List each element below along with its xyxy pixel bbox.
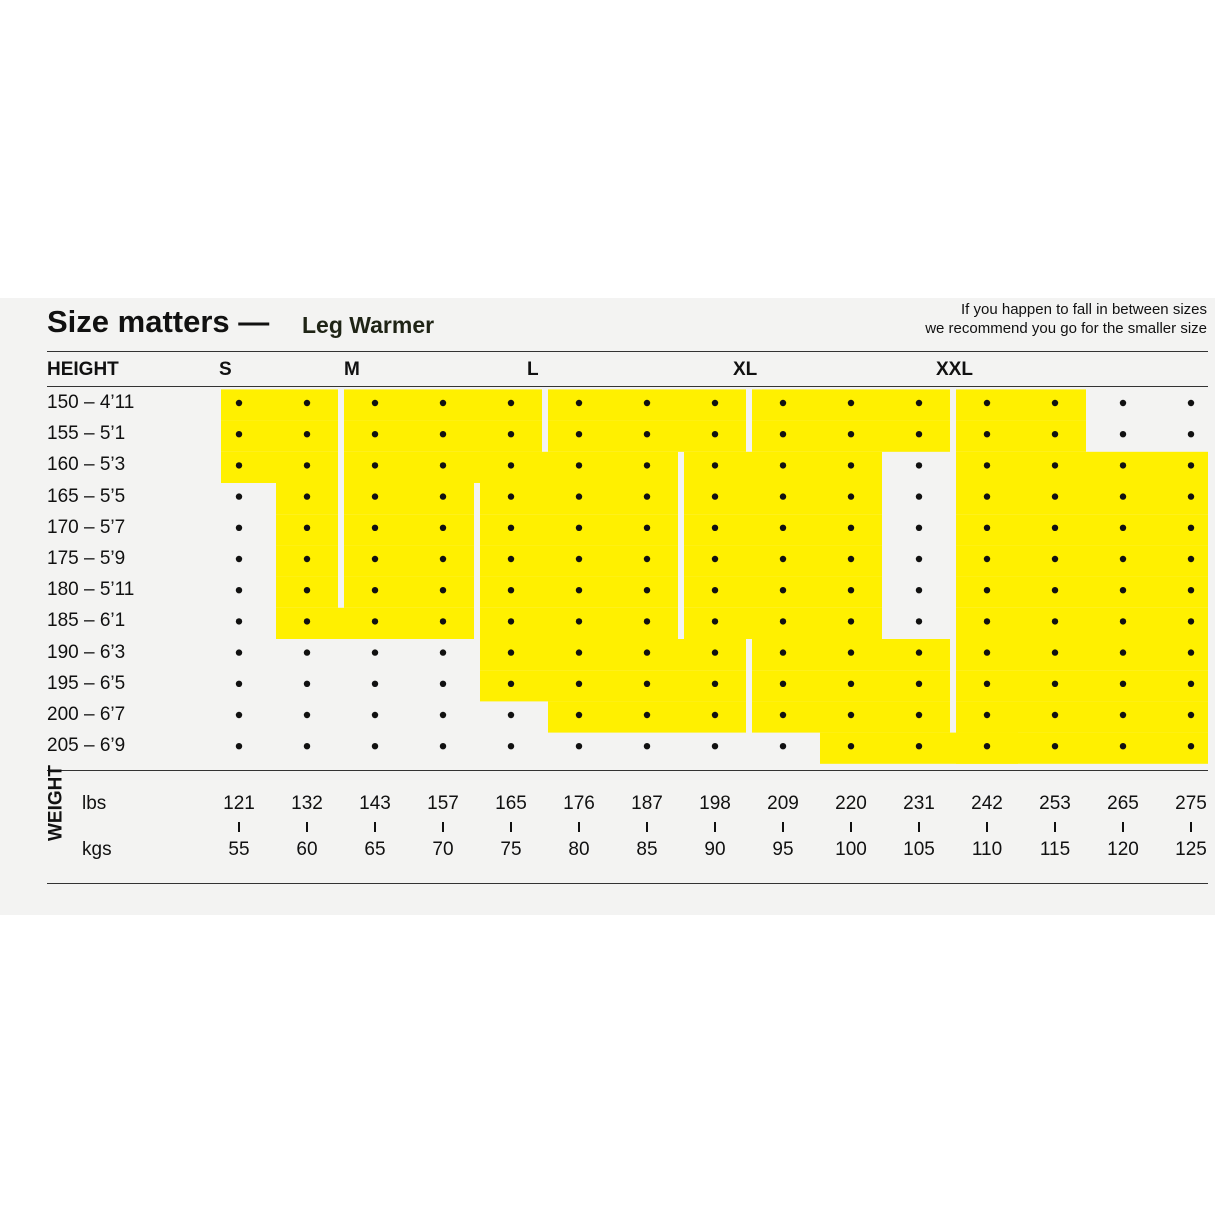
lbs-unit-label: lbs [82, 793, 107, 814]
grid-dot [1052, 556, 1058, 562]
grid-dot [1188, 649, 1194, 655]
grid-dot [236, 681, 242, 687]
grid-dot [576, 743, 582, 749]
size-region-xxl-row-9 [956, 670, 1208, 701]
grid-dot [848, 462, 854, 468]
weight-kgs-label: 75 [500, 839, 522, 860]
size-region-xxl-row-10 [956, 701, 1208, 732]
grid-dot [1188, 525, 1194, 531]
grid-dot [848, 587, 854, 593]
grid-dot [780, 525, 786, 531]
grid-dot [304, 525, 310, 531]
grid-dot [372, 525, 378, 531]
size-region-xxl-row-8 [956, 639, 1208, 670]
weight-kgs-label: 70 [432, 839, 454, 860]
grid-dot [1188, 493, 1194, 499]
size-region-xxl-row-4 [956, 514, 1208, 545]
weight-kgs-label: 115 [1039, 839, 1071, 860]
kgs-unit-label: kgs [82, 839, 112, 860]
weight-lbs-label: 143 [359, 793, 391, 814]
grid-dot [644, 618, 650, 624]
weight-lbs-label: 132 [291, 793, 323, 814]
weight-kgs-label: 90 [704, 839, 726, 860]
grid-dot [1052, 712, 1058, 718]
weight-lbs-label: 165 [495, 793, 527, 814]
grid-dot [712, 712, 718, 718]
grid-dot [372, 743, 378, 749]
grid-dot [1188, 462, 1194, 468]
height-label: 160 – 5’3 [47, 454, 126, 476]
weight-lbs-label: 253 [1039, 793, 1071, 814]
grid-dot [1120, 400, 1126, 406]
grid-dot [644, 556, 650, 562]
chart-title: Size matters — [47, 304, 270, 339]
size-region-l-row-9 [480, 670, 746, 701]
grid-dot [984, 587, 990, 593]
grid-dot [1188, 743, 1194, 749]
grid-dot [780, 618, 786, 624]
grid-dot [712, 681, 718, 687]
grid-dot [780, 743, 786, 749]
grid-dot [712, 743, 718, 749]
weight-lbs-label: 265 [1107, 793, 1139, 814]
weight-lbs-label: 198 [699, 793, 731, 814]
grid-dot [916, 649, 922, 655]
grid-dot [1188, 587, 1194, 593]
grid-dot [440, 525, 446, 531]
grid-dot [1120, 587, 1126, 593]
weight-lbs-label: 231 [903, 793, 935, 814]
grid-dot [1052, 681, 1058, 687]
grid-dot [712, 400, 718, 406]
grid-dot [372, 556, 378, 562]
grid-dot [576, 618, 582, 624]
grid-dot [984, 400, 990, 406]
grid-dot [984, 743, 990, 749]
grid-dot [440, 431, 446, 437]
grid-dot [372, 649, 378, 655]
weight-lbs-label: 121 [223, 793, 255, 814]
grid-dot [508, 525, 514, 531]
height-label: 190 – 6’3 [47, 641, 126, 663]
grid-dot [236, 462, 242, 468]
grid-dot [576, 400, 582, 406]
grid-dot [576, 712, 582, 718]
grid-dot [1052, 400, 1058, 406]
size-region-xxl-row-0 [956, 389, 1086, 420]
grid-dot [440, 649, 446, 655]
weight-kgs-label: 100 [835, 839, 867, 860]
grid-dot [440, 743, 446, 749]
grid-dot [508, 681, 514, 687]
grid-dot [236, 400, 242, 406]
grid-dot [644, 493, 650, 499]
size-region-xxl-row-2 [956, 452, 1208, 483]
grid-dot [508, 649, 514, 655]
weight-lbs-label: 275 [1175, 793, 1207, 814]
height-label: 175 – 5’9 [47, 548, 126, 569]
height-label: 195 – 6’5 [47, 672, 126, 694]
grid-dot [372, 587, 378, 593]
grid-dot [780, 649, 786, 655]
grid-dot [848, 400, 854, 406]
weight-kgs-label: 85 [636, 839, 658, 860]
grid-dot [304, 649, 310, 655]
grid-dot [916, 743, 922, 749]
grid-dot [1188, 400, 1194, 406]
grid-dot [304, 431, 310, 437]
grid-dot [576, 462, 582, 468]
grid-dot [1052, 587, 1058, 593]
grid-dot [984, 556, 990, 562]
grid-dot [576, 556, 582, 562]
grid-dot [508, 712, 514, 718]
grid-dot [236, 712, 242, 718]
size-label-m: M [344, 359, 360, 380]
grid-dot [1052, 525, 1058, 531]
grid-dot [1120, 649, 1126, 655]
grid-dot [508, 587, 514, 593]
grid-dot [1052, 743, 1058, 749]
grid-dot [1052, 462, 1058, 468]
grid-dot [372, 618, 378, 624]
product-name: Leg Warmer [302, 312, 435, 338]
grid-dot [508, 400, 514, 406]
weight-lbs-label: 187 [631, 793, 663, 814]
size-region-m-row-5 [344, 545, 474, 576]
grid-dot [440, 681, 446, 687]
size-label-l: L [527, 359, 539, 380]
grid-dot [372, 462, 378, 468]
height-header: HEIGHT [47, 359, 119, 380]
grid-dot [848, 681, 854, 687]
grid-dot [644, 587, 650, 593]
size-label-xxl: XXL [936, 359, 973, 380]
size-region-xxl-row-1 [956, 421, 1086, 452]
grid-dot [1120, 431, 1126, 437]
grid-dot [780, 712, 786, 718]
grid-dot [780, 681, 786, 687]
grid-dot [916, 681, 922, 687]
grid-dot [916, 556, 922, 562]
grid-dot [916, 400, 922, 406]
grid-dot [236, 649, 242, 655]
grid-dot [508, 556, 514, 562]
weight-kgs-label: 60 [296, 839, 318, 860]
grid-dot [440, 618, 446, 624]
size-region-xxl-row-11 [956, 733, 1208, 764]
size-region-l-row-8 [480, 639, 746, 670]
grid-dot [712, 462, 718, 468]
grid-dot [780, 587, 786, 593]
grid-dot [984, 525, 990, 531]
grid-dot [508, 462, 514, 468]
height-label: 170 – 5’7 [47, 516, 126, 538]
grid-dot [236, 431, 242, 437]
grid-dot [304, 493, 310, 499]
grid-dot [1120, 618, 1126, 624]
height-label: 200 – 6’7 [47, 704, 126, 725]
weight-kgs-label: 105 [903, 839, 935, 860]
weight-kgs-label: 65 [364, 839, 386, 860]
height-label: 155 – 5’1 [47, 423, 126, 445]
grid-dot [304, 556, 310, 562]
size-region-xxl-row-6 [956, 577, 1208, 608]
size-label-s: S [219, 359, 232, 380]
grid-dot [644, 525, 650, 531]
weight-kgs-label: 125 [1175, 839, 1207, 860]
grid-dot [440, 587, 446, 593]
grid-dot [1188, 431, 1194, 437]
grid-dot [644, 681, 650, 687]
grid-dot [304, 681, 310, 687]
size-region-m-row-3 [344, 483, 474, 514]
grid-dot [1052, 649, 1058, 655]
grid-dot [372, 431, 378, 437]
grid-dot [1052, 493, 1058, 499]
grid-dot [236, 556, 242, 562]
grid-dot [780, 400, 786, 406]
grid-dot [440, 493, 446, 499]
size-region-m-row-4 [344, 514, 474, 545]
grid-dot [848, 431, 854, 437]
grid-dot [508, 618, 514, 624]
grid-dot [848, 649, 854, 655]
grid-dot [236, 743, 242, 749]
grid-dot [304, 587, 310, 593]
grid-dot [984, 431, 990, 437]
size-region-m-row-6 [344, 577, 474, 608]
weight-kgs-label: 80 [568, 839, 590, 860]
grid-dot [1120, 493, 1126, 499]
grid-dot [848, 493, 854, 499]
grid-dot [576, 649, 582, 655]
grid-dot [916, 431, 922, 437]
grid-dot [644, 712, 650, 718]
grid-dot [916, 462, 922, 468]
grid-dot [780, 556, 786, 562]
size-advice-line-1: If you happen to fall in between sizes [961, 301, 1207, 318]
grid-dot [508, 431, 514, 437]
grid-dot [848, 712, 854, 718]
grid-dot [372, 681, 378, 687]
weight-lbs-label: 157 [427, 793, 459, 814]
grid-dot [984, 618, 990, 624]
grid-dot [712, 493, 718, 499]
grid-dot [984, 462, 990, 468]
weight-kgs-label: 110 [971, 839, 1003, 860]
grid-dot [780, 431, 786, 437]
grid-dot [236, 618, 242, 624]
grid-dot [984, 681, 990, 687]
grid-dot [712, 556, 718, 562]
grid-dot [440, 462, 446, 468]
grid-dot [780, 462, 786, 468]
grid-dot [984, 493, 990, 499]
grid-dot [1120, 525, 1126, 531]
grid-dot [848, 525, 854, 531]
grid-dot [984, 649, 990, 655]
grid-dot [304, 743, 310, 749]
grid-dot [644, 431, 650, 437]
grid-dot [712, 431, 718, 437]
grid-dot [1120, 743, 1126, 749]
grid-dot [848, 743, 854, 749]
grid-dot [508, 743, 514, 749]
grid-dot [848, 618, 854, 624]
grid-dot [984, 712, 990, 718]
grid-dot [1120, 712, 1126, 718]
grid-dot [644, 649, 650, 655]
grid-dot [644, 462, 650, 468]
height-label: 165 – 5’5 [47, 485, 126, 507]
grid-dot [1052, 618, 1058, 624]
grid-dot [644, 743, 650, 749]
grid-dot [780, 493, 786, 499]
grid-dot [304, 618, 310, 624]
grid-dot [304, 462, 310, 468]
weight-lbs-label: 242 [971, 793, 1003, 814]
weight-lbs-label: 209 [767, 793, 799, 814]
weight-lbs-label: 176 [563, 793, 595, 814]
grid-dot [304, 712, 310, 718]
weight-lbs-label: 220 [835, 793, 867, 814]
grid-dot [916, 493, 922, 499]
grid-dot [1188, 712, 1194, 718]
grid-dot [712, 618, 718, 624]
weight-kgs-label: 120 [1107, 839, 1139, 860]
size-region-xxl-row-3 [956, 483, 1208, 514]
height-label: 150 – 4’11 [47, 392, 135, 413]
grid-dot [712, 525, 718, 531]
grid-dot [1120, 556, 1126, 562]
grid-dot [576, 525, 582, 531]
grid-dot [1188, 556, 1194, 562]
height-label: 185 – 6’1 [47, 610, 126, 632]
grid-dot [576, 493, 582, 499]
weight-kgs-label: 95 [772, 839, 794, 860]
grid-dot [576, 587, 582, 593]
grid-dot [712, 587, 718, 593]
size-region-xxl-row-7 [956, 608, 1208, 639]
height-label: 205 – 6’9 [47, 735, 126, 757]
grid-dot [576, 681, 582, 687]
size-advice-line-2: we recommend you go for the smaller size [925, 320, 1207, 337]
grid-dot [372, 712, 378, 718]
grid-dot [644, 400, 650, 406]
grid-dot [372, 400, 378, 406]
grid-dot [1188, 618, 1194, 624]
grid-dot [1188, 681, 1194, 687]
grid-dot [236, 587, 242, 593]
grid-dot [236, 493, 242, 499]
grid-dot [372, 493, 378, 499]
grid-dot [916, 525, 922, 531]
grid-dot [304, 400, 310, 406]
grid-dot [1120, 681, 1126, 687]
grid-dot [440, 712, 446, 718]
weight-header [47, 811, 66, 841]
grid-dot [712, 649, 718, 655]
grid-dot [848, 556, 854, 562]
grid-dot [236, 525, 242, 531]
size-label-xl: XL [733, 359, 758, 380]
size-region-xxl-row-5 [956, 545, 1208, 576]
height-label: 180 – 5’11 [47, 579, 135, 601]
grid-dot [916, 712, 922, 718]
weight-kgs-label: 55 [228, 839, 250, 860]
grid-dot [1120, 462, 1126, 468]
grid-dot [916, 618, 922, 624]
grid-dot [440, 556, 446, 562]
grid-dot [576, 431, 582, 437]
grid-dot [1052, 431, 1058, 437]
grid-dot [440, 400, 446, 406]
grid-dot [508, 493, 514, 499]
grid-dot [916, 587, 922, 593]
